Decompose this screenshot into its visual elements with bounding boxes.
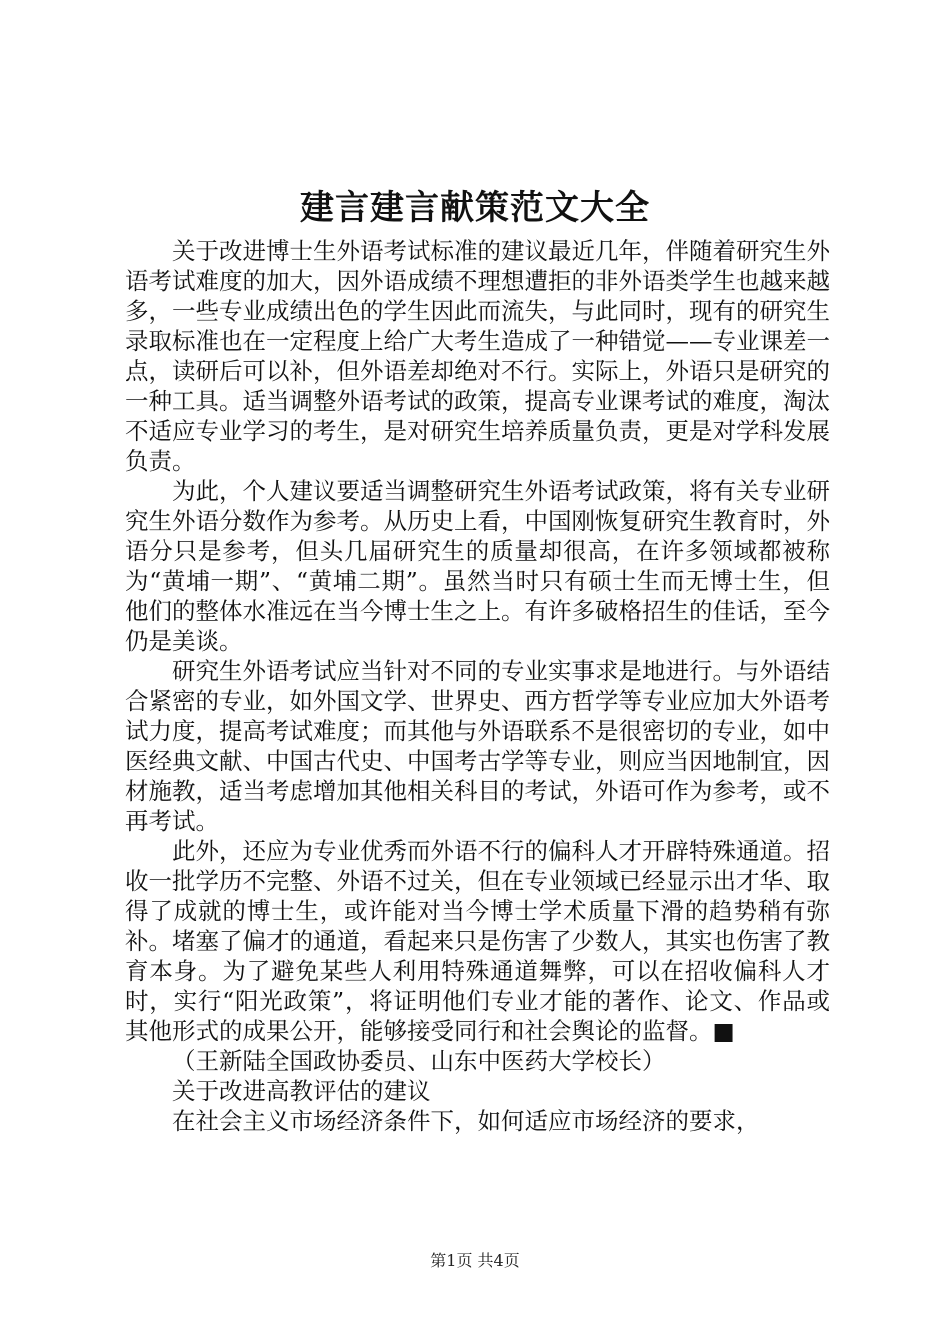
paragraph-1: 关于改进博士生外语考试标准的建议最近几年，伴随着研究生外语考试难度的加大，因外语成绩不理想遭拒的非外语类学生也越来越多，一些专业成绩出色的学生因此而流失，与此同时，现有的研究生录取标准也在一定程度上给广大考生造成了一种错觉——专业课差一点，读研后可以补，但外语差却绝对不行。实际上，外语只是研究的一种工具。适当调整外语考试的政策，提高专业课考试的难度，淘汰不适应专业学习的考生，是对研究生培养质量负责，更是对学科发展负责。 [125,237,830,475]
paragraph-3: 研究生外语考试应当针对不同的专业实事求是地进行。与外语结合紧密的专业，如外国文学、世界史、西方哲学等专业应加大外语考试力度，提高考试难度；而其他与外语联系不是很密切的专业，如中医经典文献、中国古代史、中国考古学等专业，则应当因地制宜，因材施教，适当考虑增加其他相关科目的考试，外语可作为参考，或不再考试。 [125,657,830,835]
paragraph-4: 此外，还应为专业优秀而外语不行的偏科人才开辟特殊通道。招收一批学历不完整、外语不过关，但在专业领域已经显示出才华、取得了成就的博士生，或许能对当今博士学术质量下滑的趋势稍有弥补。堵塞了偏才的通道，看起来只是伤害了少数人，其实也伤害了教育本身。为了避免某些人利用特殊通道舞弊，可以在招收偏科人才时，实行“阳光政策”，将证明他们专业才能的著作、论文、作品或其他形式的成果公开，能够接受同行和社会舆论的监督。■ [125,837,830,1045]
section-heading: 关于改进高教评估的建议 [172,1077,431,1105]
author-attribution: （王新陆全国政协委员、山东中医药大学校长） [172,1047,666,1075]
document-body [125,236,830,1136]
page-number-footer: 第1页 共4页 [430,1251,520,1270]
paragraph-2: 为此，个人建议要适当调整研究生外语考试政策，将有关专业研究生外语分数作为参考。从历史上看，中国刚恢复研究生教育时，外语分只是参考，但头几届研究生的质量却很高，在许多领域都被称为“黄埔一期”、“黄埔二期”。虽然当时只有硕士生而无博士生，但他们的整体水准远在当今博士生之上。有许多破格招生的佳话，至今仍是美谈。 [125,477,830,655]
paragraph-5: 在社会主义市场经济条件下，如何适应市场经济的要求， [172,1107,760,1135]
document-title: 建言建言献策范文大全 [300,188,650,228]
